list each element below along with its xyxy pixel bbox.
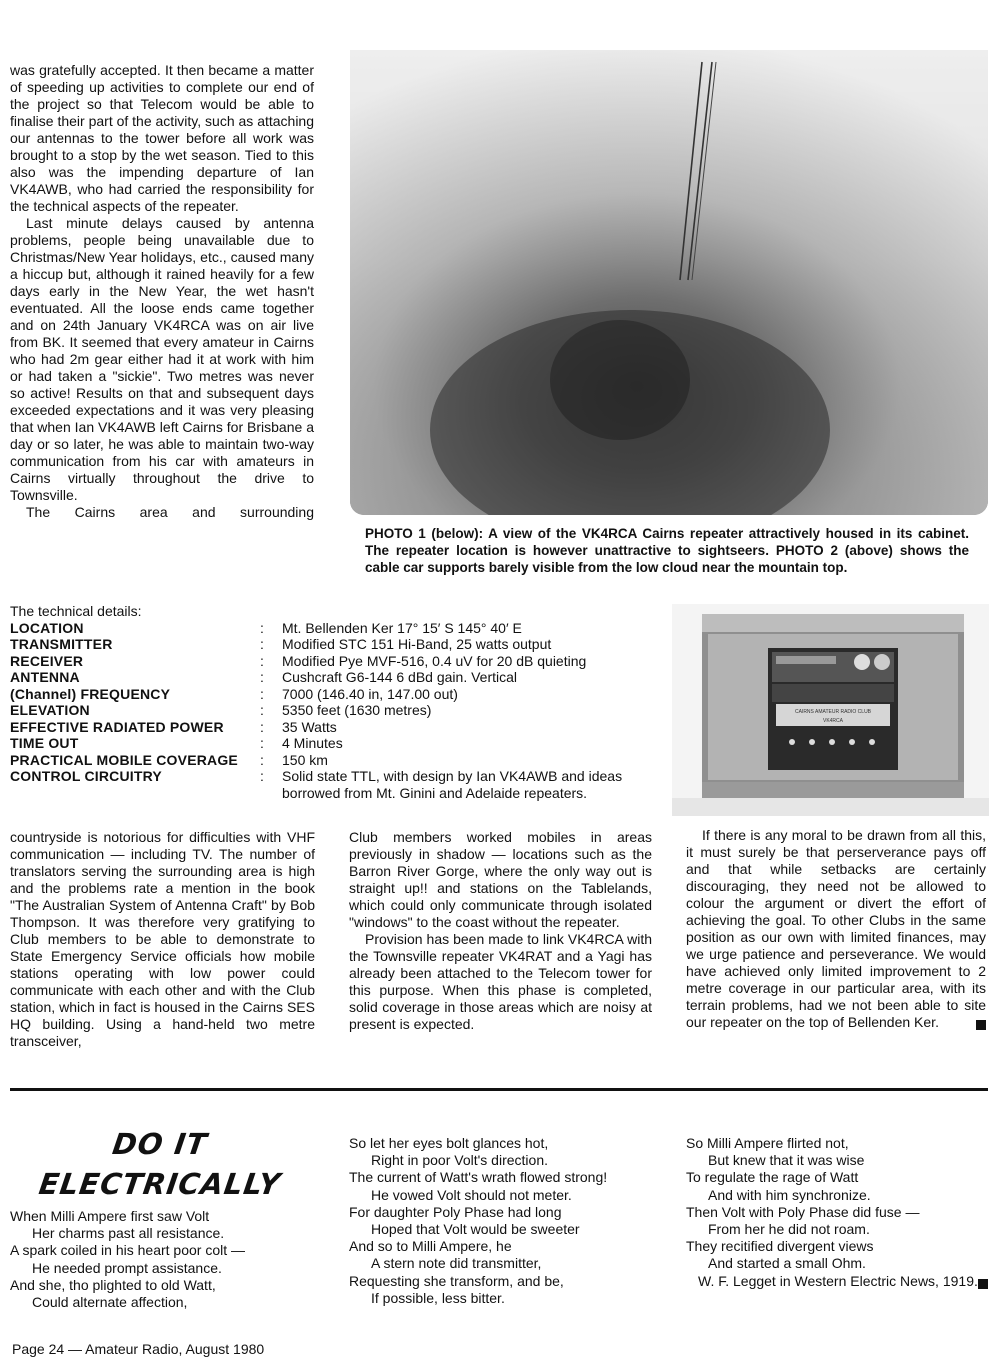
technical-details [10, 603, 655, 801]
article-bottom-column-3 [686, 827, 986, 1035]
poem-line: A spark coiled in his heart poor colt — [10, 1242, 246, 1259]
poem-line: But knew that it was wise [708, 1152, 865, 1169]
poem-column-1 [10, 1208, 330, 1311]
tech-value: Solid state TTL, with design by Ian VK4AWB and ideas borrowed from Mt. Ginini and Adelaide repeaters. [282, 768, 623, 801]
tech-label: CONTROL CIRCUITRY [10, 768, 162, 784]
tech-row [10, 669, 655, 686]
tech-row [10, 719, 655, 736]
tech-label: (Channel) FREQUENCY [10, 685, 171, 702]
tech-colon: : [260, 718, 264, 735]
tech-label: ELEVATION [10, 702, 90, 718]
photo-caption-text: PHOTO 1 (below): A view of the VK4RCA Cairns repeater attractively housed in its cabinet. The repeater location is however unattractive to sightseers. PHOTO 2 (above) shows the cable car supports barely visible from the low cloud near the mountain top. [365, 526, 969, 575]
poem-line: And started a small Ohm. [708, 1255, 866, 1272]
repeater-panel-label: CAIRNS AMATEUR RADIO CLUB [794, 709, 872, 715]
poem-attribution: W. F. Legget in Western Electric News, 1919. [698, 1272, 978, 1289]
tech-colon: : [260, 768, 264, 784]
poem-line: Right in poor Volt's direction. [371, 1152, 548, 1169]
photo-caption [365, 525, 969, 576]
poem-line: Then Volt with Poly Phase did fuse — [686, 1203, 920, 1220]
tech-label: TRANSMITTER [10, 636, 113, 652]
article-paragraph: countryside is notorious for difficulties with VHF communication — including TV. The number of translators serving the surrounding area is high and the problems rate a mention in the book "The Australian System of Antenna Craft" by Bob Thompson. It was therefore very gratifying to Club members to be able to demonstrate to State Emergency Service officials how mobile stations operating with low power could communicate with each other and with the Club station, which in fact is housed in the Cairns SES HQ building. Using a hand-held two metre transceiver, [10, 829, 315, 1049]
poem-line: And so to Milli Ampere, he [349, 1238, 512, 1255]
tech-value: 150 km [282, 751, 328, 768]
tech-row [10, 636, 655, 653]
photo-repeater-image [672, 604, 989, 816]
poem-title [10, 1124, 310, 1204]
tech-colon: : [260, 751, 264, 768]
tech-value: Cushcraft G6-144 6 dBd gain. Vertical [282, 669, 518, 685]
poem-line: And she, tho plighted to old Watt, [10, 1276, 216, 1293]
page-footer-text: Page 24 — Amateur Radio, August 1980 [12, 1341, 265, 1357]
poem-title-line1: DO IT [110, 1127, 210, 1161]
tech-colon: : [260, 669, 264, 685]
tech-value: 35 Watts [282, 718, 337, 735]
poem-line: So let her eyes bolt glances hot, [349, 1135, 549, 1151]
poem-line: The current of Watt's wrath flowed strong! [349, 1169, 608, 1186]
tech-label: EFFECTIVE RADIATED POWER [10, 718, 224, 735]
tech-label: TIME OUT [10, 735, 79, 751]
tech-row [10, 620, 655, 637]
poem-title-line2: ELECTRICALLY [36, 1167, 284, 1201]
article-paragraph: Club members worked mobiles in areas previously in shadow — locations such as the Barron River Gorge, where the only way out is straight up!! and stations on the Tablelands, which could only communicate through isolated "windows" to the coast without the repeater. [349, 829, 652, 930]
tech-colon: : [260, 702, 264, 718]
tech-row [10, 702, 655, 719]
section-divider [10, 1088, 988, 1091]
tech-label: PRACTICAL MOBILE COVERAGE [10, 751, 238, 768]
tech-row [10, 653, 655, 670]
poem-line: If possible, less bitter. [371, 1289, 505, 1306]
poem-line: Could alternate affection, [32, 1294, 188, 1311]
tech-value: Mt. Bellenden Ker 17° 15′ S 145° 40′ E [282, 619, 522, 636]
poem-line: A stern note did transmitter, [371, 1255, 542, 1272]
poem-line: Requesting she transform, and be, [349, 1272, 564, 1289]
poem-line: To regulate the rage of Watt [686, 1169, 859, 1186]
tech-label: LOCATION [10, 619, 84, 636]
poem-column-2 [349, 1135, 669, 1307]
poem-line: So Milli Ampere flirted not, [686, 1135, 849, 1151]
tech-row [10, 768, 655, 801]
tech-colon: : [260, 685, 264, 702]
tech-row [10, 686, 655, 703]
poem-line: He vowed Volt should not meter. [371, 1186, 572, 1203]
article-bottom-column-1 [10, 829, 315, 1050]
tech-colon: : [260, 636, 264, 652]
tech-value: 5350 feet (1630 metres) [282, 702, 432, 718]
poem-line: When Milli Ampere first saw Volt [10, 1208, 210, 1224]
poem-line: They recitified divergent views [686, 1238, 874, 1255]
article-bottom-column-2 [349, 829, 652, 1033]
tech-row [10, 752, 655, 769]
poem-line: And with him synchronize. [708, 1186, 871, 1203]
photo-repeater-cabinet [672, 604, 989, 816]
tech-value: Modified STC 151 Hi-Band, 25 watts output [282, 636, 552, 652]
end-of-article-mark [976, 1020, 986, 1030]
page-footer [12, 1341, 412, 1358]
technical-details-heading: The technical details: [10, 603, 142, 619]
poem-column-3 [686, 1135, 988, 1294]
article-paragraph: The Cairns area and surrounding [26, 504, 314, 520]
poem-line: From her he did not roam. [708, 1221, 870, 1238]
article-paragraph: Last minute delays caused by antenna problems, people being unavailable due to Christmas/New Year holidays, etc., caused many a hiccup but, although it rained heavily for a few days early in the New Year, the wet hasn't eventuated. All the loose ends came together and on 24th January VK4RCA was on air live from BK. It seemed that every amateur in Cairns who had 2m gear either had it at work with him or had taken a "sickie". Two metres was never so active! Results on that and subsequent days exceeded expectations and it was very pleasing that when Ian VK4AWB left Cairns for Brisbane a day or so later, he was able to maintain two-way communication from his car with amateurs in Cairns virtually throughout the drive to Townsville. [10, 215, 314, 503]
tech-colon: : [260, 619, 264, 636]
tech-label: ANTENNA [10, 669, 80, 685]
tech-value: 4 Minutes [282, 735, 343, 751]
tech-label: RECEIVER [10, 652, 84, 669]
tech-colon: : [260, 652, 264, 669]
poem-line: Hoped that Volt would be sweeter [371, 1221, 580, 1238]
tech-row [10, 735, 655, 752]
tech-value: 7000 (146.40 in, 147.00 out) [282, 685, 458, 702]
tech-value: Modified Pye MVF-516, 0.4 uV for 20 dB quieting [282, 652, 587, 669]
article-paragraph: was gratefully accepted. It then became a matter of speeding up activities to complete our end of the project so that Telecom would be able to finalise their part of the activity, such as attaching our antennas to the tower before all work was brought to a stop by the wet season. Tied to this also was the impending departure of Ian VK4AWB, who had carried the responsibility for the technical aspects of the repeater. [10, 62, 315, 214]
article-paragraph: If there is any moral to be drawn from all this, it must surely be that perserverance pays off and that while setbacks are certainly discouraging, they need not be allowed to colour the argument or divert the effort of achieving the goal. To other Clubs in the same position as our own with limited finances, may we urge patience and perseverance. We would have achieved only limited improvement to 2 metre coverage in our particular area, with its terrain problems, had we not been able to site our repeater on the top of Bellenden Ker. [686, 827, 986, 1030]
tech-colon: : [260, 735, 264, 751]
article-left-column [10, 62, 314, 521]
article-paragraph: Provision has been made to link VK4RCA with the Townsville repeater VK4RAT and a Yagi has already been attached to the Telecom tower for this purpose. When this phase is completed, solid coverage in those areas which are noisy at present is expected. [349, 931, 652, 1032]
photo-cable-car-image [350, 50, 988, 515]
photo-cable-car-cloud [350, 50, 988, 515]
poem-line: Her charms past all resistance. [32, 1225, 225, 1242]
repeater-panel-callsign: VK4RCA [822, 718, 844, 724]
end-of-poem-mark [978, 1279, 988, 1289]
poem-line: For daughter Poly Phase had long [349, 1203, 562, 1220]
poem-line: He needed prompt assistance. [32, 1259, 222, 1276]
